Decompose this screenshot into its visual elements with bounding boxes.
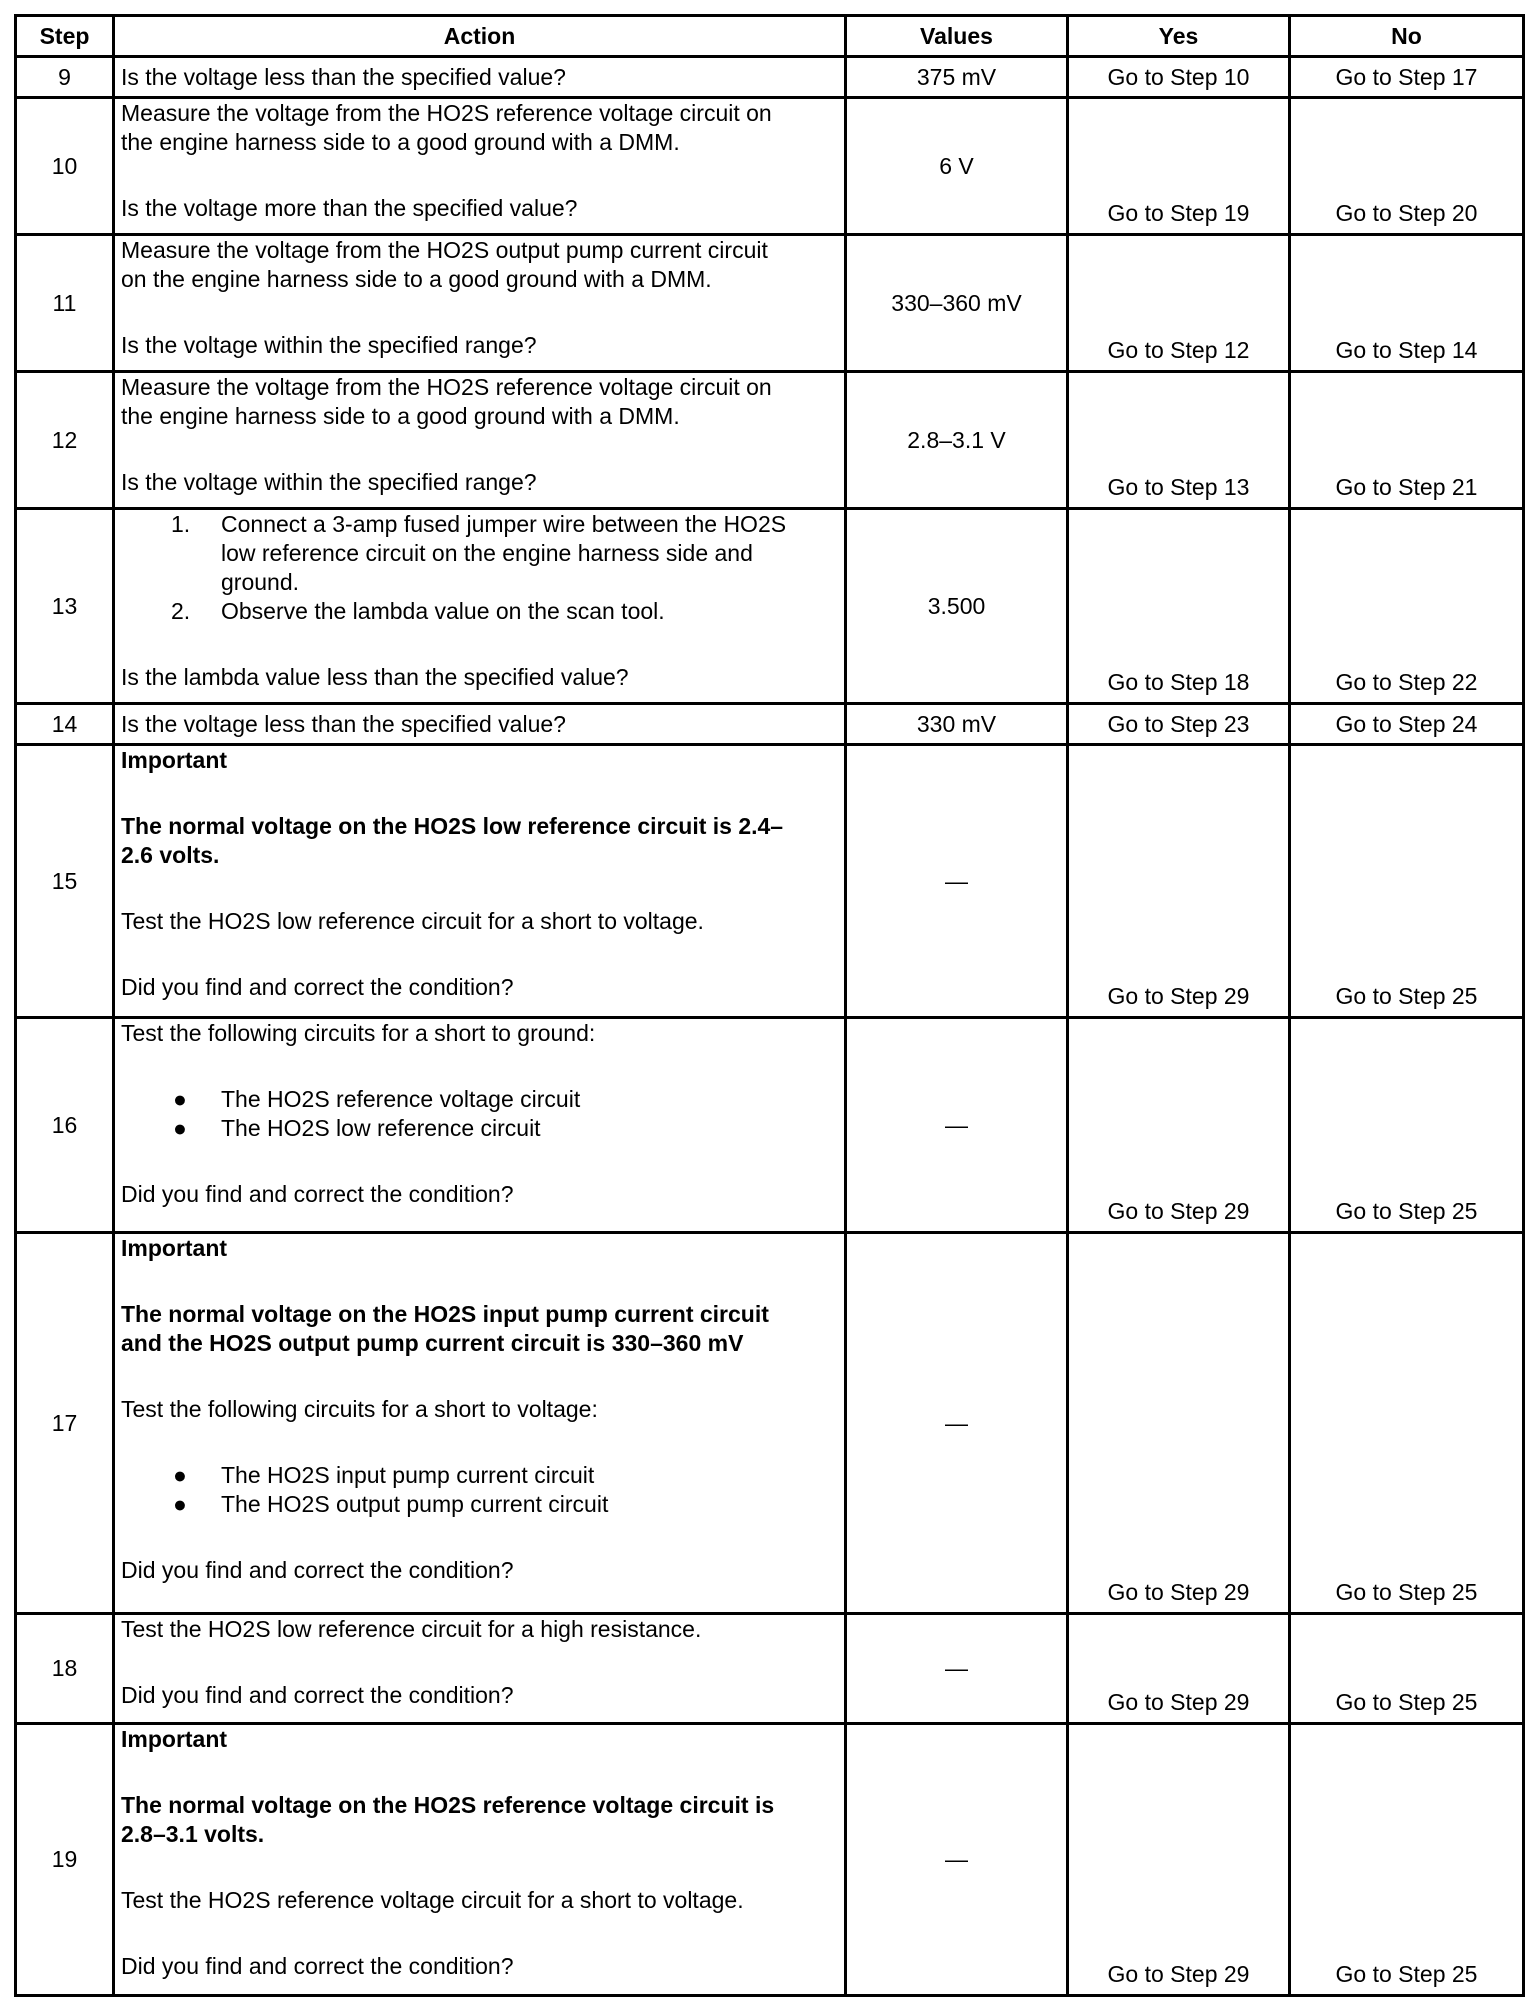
action-line: the engine harness side to a good ground with a DMM. [121, 403, 680, 429]
list-number: 2. [171, 598, 191, 624]
diagnostic-table-page [14, 14, 1522, 1997]
bullet-icon: ● [173, 1491, 187, 1517]
yes-cell: Go to Step 18 [1068, 509, 1290, 704]
yes-cell: Go to Step 12 [1068, 235, 1290, 372]
no-cell: Go to Step 25 [1290, 1233, 1524, 1614]
question-text: Did you find and correct the condition? [121, 1181, 514, 1207]
value-cell: 3.500 [846, 509, 1068, 704]
bullet-icon: ● [173, 1115, 187, 1141]
header-values: Values [846, 16, 1068, 57]
table-row [16, 235, 1524, 372]
table-row [16, 745, 1524, 1018]
action-text: Test the following circuits for a short to voltage: [121, 1396, 598, 1422]
yes-cell: Go to Step 10 [1068, 57, 1290, 98]
table-row [16, 1233, 1524, 1614]
action-text: Test the HO2S low reference circuit for a short to voltage. [121, 908, 704, 934]
question-text: Is the voltage less than the specified value? [121, 710, 566, 737]
header-yes: Yes [1068, 16, 1290, 57]
step-number: 12 [16, 372, 114, 509]
header-row [16, 16, 1524, 57]
action-cell [114, 745, 846, 1018]
step-number: 16 [16, 1018, 114, 1233]
important-note-line: 2.8–3.1 volts. [121, 1821, 265, 1847]
bullet-list [121, 1085, 838, 1143]
no-cell: Go to Step 21 [1290, 372, 1524, 509]
important-note-line: The normal voltage on the HO2S low reference circuit is 2.4– [121, 813, 784, 839]
yes-cell: Go to Step 19 [1068, 98, 1290, 235]
action-cell [114, 1614, 846, 1724]
list-item-line: low reference circuit on the engine harness side and [221, 540, 753, 566]
action-cell [114, 509, 846, 704]
no-cell: Go to Step 25 [1290, 745, 1524, 1018]
step-number: 17 [16, 1233, 114, 1614]
important-heading: Important [121, 1235, 228, 1261]
important-heading: Important [121, 747, 228, 773]
header-no: No [1290, 16, 1524, 57]
action-cell [114, 235, 846, 372]
list-number: 1. [171, 511, 191, 537]
yes-cell: Go to Step 29 [1068, 1018, 1290, 1233]
step-number: 19 [16, 1724, 114, 1996]
question-text: Is the lambda value less than the specified value? [121, 664, 629, 690]
important-heading: Important [121, 1726, 228, 1752]
step-number: 9 [16, 57, 114, 98]
value-cell: — [846, 1018, 1068, 1233]
no-cell: Go to Step 25 [1290, 1614, 1524, 1724]
yes-cell: Go to Step 29 [1068, 1614, 1290, 1724]
no-cell: Go to Step 25 [1290, 1018, 1524, 1233]
no-cell: Go to Step 14 [1290, 235, 1524, 372]
step-number: 18 [16, 1614, 114, 1724]
table-row [16, 57, 1524, 98]
important-note-line: and the HO2S output pump current circuit is 330–360 mV [121, 1330, 744, 1356]
value-cell: 330 mV [846, 704, 1068, 745]
table-row [16, 1614, 1524, 1724]
important-note-line: The normal voltage on the HO2S input pump current circuit [121, 1301, 769, 1327]
value-cell: — [846, 1614, 1068, 1724]
bullet-list [121, 1461, 838, 1519]
action-cell [114, 704, 846, 745]
question-text: Is the voltage more than the specified value? [121, 195, 578, 221]
list-item-line: ground. [221, 569, 300, 595]
bullet-icon: ● [173, 1462, 187, 1488]
important-note-line: 2.6 volts. [121, 842, 220, 868]
list-item-line: Observe the lambda value on the scan tool. [221, 598, 665, 624]
header-step: Step [16, 16, 114, 57]
yes-cell: Go to Step 13 [1068, 372, 1290, 509]
table-row [16, 1018, 1524, 1233]
table-row [16, 372, 1524, 509]
value-cell: — [846, 1233, 1068, 1614]
list-item [121, 597, 838, 626]
action-cell [114, 1018, 846, 1233]
table-row [16, 704, 1524, 745]
value-cell: — [846, 1724, 1068, 1996]
bullet-text: The HO2S output pump current circuit [221, 1491, 609, 1517]
yes-cell: Go to Step 29 [1068, 1233, 1290, 1614]
table-row [16, 509, 1524, 704]
action-cell [114, 372, 846, 509]
question-text: Did you find and correct the condition? [121, 1557, 514, 1583]
action-cell [114, 57, 846, 98]
no-cell: Go to Step 24 [1290, 704, 1524, 745]
list-item [121, 1461, 838, 1490]
yes-cell: Go to Step 29 [1068, 745, 1290, 1018]
value-cell: — [846, 745, 1068, 1018]
numbered-steps [121, 510, 838, 626]
step-number: 11 [16, 235, 114, 372]
yes-cell: Go to Step 29 [1068, 1724, 1290, 1996]
step-number: 14 [16, 704, 114, 745]
action-line: Measure the voltage from the HO2S output pump current circuit [121, 237, 768, 263]
step-number: 10 [16, 98, 114, 235]
question-text: Is the voltage within the specified range? [121, 332, 537, 358]
header-action: Action [114, 16, 846, 57]
list-item [121, 1490, 838, 1519]
list-item [121, 1085, 838, 1114]
question-text: Did you find and correct the condition? [121, 1682, 514, 1708]
no-cell: Go to Step 20 [1290, 98, 1524, 235]
table-row [16, 1724, 1524, 1996]
value-cell: 375 mV [846, 57, 1068, 98]
no-cell: Go to Step 25 [1290, 1724, 1524, 1996]
no-cell: Go to Step 17 [1290, 57, 1524, 98]
action-cell [114, 1724, 846, 1996]
question-text: Is the voltage less than the specified value? [121, 63, 566, 90]
bullet-icon: ● [173, 1086, 187, 1112]
action-line: Measure the voltage from the HO2S reference voltage circuit on [121, 100, 772, 126]
action-line: Measure the voltage from the HO2S reference voltage circuit on [121, 374, 772, 400]
bullet-text: The HO2S low reference circuit [221, 1115, 541, 1141]
table-row [16, 98, 1524, 235]
action-cell [114, 1233, 846, 1614]
important-note-line: The normal voltage on the HO2S reference voltage circuit is [121, 1792, 775, 1818]
list-item [121, 1114, 838, 1143]
no-cell: Go to Step 22 [1290, 509, 1524, 704]
step-number: 15 [16, 745, 114, 1018]
action-text: Test the HO2S low reference circuit for a high resistance. [121, 1616, 702, 1642]
action-line: on the engine harness side to a good ground with a DMM. [121, 266, 712, 292]
list-item [121, 510, 838, 597]
question-text: Did you find and correct the condition? [121, 1953, 514, 1979]
action-cell [114, 98, 846, 235]
action-line: the engine harness side to a good ground with a DMM. [121, 129, 680, 155]
value-cell: 2.8–3.1 V [846, 372, 1068, 509]
bullet-text: The HO2S reference voltage circuit [221, 1086, 581, 1112]
diagnostic-table [14, 14, 1525, 1997]
list-item-line: Connect a 3-amp fused jumper wire between the HO2S [221, 511, 787, 537]
step-number: 13 [16, 509, 114, 704]
yes-cell: Go to Step 23 [1068, 704, 1290, 745]
bullet-text: The HO2S input pump current circuit [221, 1462, 595, 1488]
value-cell: 330–360 mV [846, 235, 1068, 372]
action-text: Test the following circuits for a short to ground: [121, 1020, 596, 1046]
question-text: Did you find and correct the condition? [121, 974, 514, 1000]
action-text: Test the HO2S reference voltage circuit for a short to voltage. [121, 1887, 744, 1913]
value-cell: 6 V [846, 98, 1068, 235]
question-text: Is the voltage within the specified range? [121, 469, 537, 495]
